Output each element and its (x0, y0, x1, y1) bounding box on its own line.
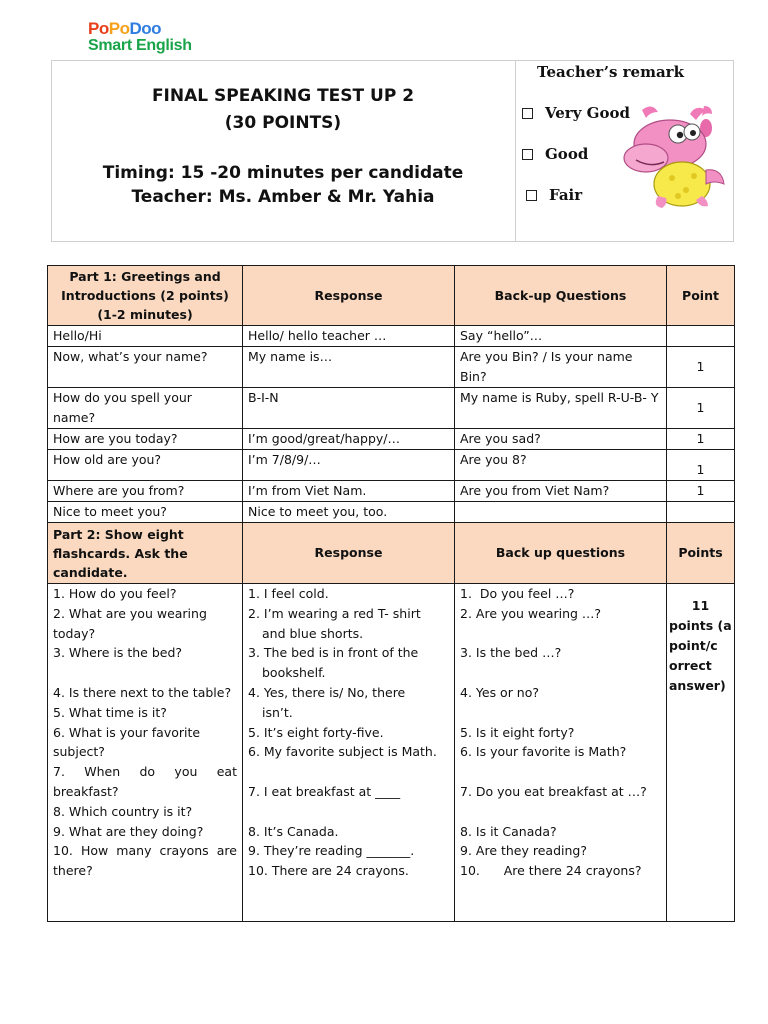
response-cell: I’m from Viet Nam. (243, 481, 455, 502)
checkbox-icon[interactable] (526, 190, 537, 201)
test-title: FINAL SPEAKING TEST UP 2 (151, 86, 415, 106)
list-item: 5. It’s eight forty-five. (248, 724, 384, 740)
points-note: orrect (669, 658, 712, 673)
logo-wordmark-top: PoPoDoo (88, 19, 162, 38)
question-cell: Nice to meet you? (48, 502, 243, 523)
points-value: 11 (691, 598, 710, 613)
remark-option-very-good[interactable]: Very Good (522, 103, 630, 123)
point-cell: 1 (667, 347, 735, 388)
list-item (460, 802, 661, 822)
table-row (48, 481, 735, 502)
list-item: 10. There are 24 crayons. (248, 863, 409, 879)
response-header: Response (243, 266, 455, 326)
backup-cell: My name is Ruby, spell R-U-B- Y (455, 388, 667, 429)
table-row (48, 347, 735, 388)
backup-cell: Are you 8? (455, 450, 667, 481)
list-item: 5. What time is it? (53, 704, 167, 720)
point-cell: 1 (667, 481, 735, 502)
response-cell: Nice to meet you, too. (243, 502, 455, 523)
list-item: 10. How many crayons are there? (53, 843, 241, 879)
list-item: 1. How do you feel? (53, 586, 177, 601)
question-cell: Where are you from? (48, 481, 243, 502)
list-item: 4. Is there next to the table? (53, 684, 232, 700)
list-item (460, 663, 661, 683)
part2-responses-cell (243, 584, 455, 922)
logo-wordmark-bottom: Smart English (88, 37, 192, 54)
list-item: 2. I’m wearing a red T- shirt (248, 605, 421, 621)
speaking-test-table (47, 265, 734, 922)
popodoo-logo (88, 20, 204, 58)
point-cell (667, 502, 735, 523)
question-cell: How old are you? (48, 450, 243, 481)
table-row (48, 429, 735, 450)
part2-points-cell (667, 584, 735, 922)
response-cell: B-I-N (243, 388, 455, 429)
backup-cell (455, 502, 667, 523)
backup-cell: Are you sad? (455, 429, 667, 450)
backup-cell: Say “hello”… (455, 326, 667, 347)
list-item: 7. When do you eat breakfast? (53, 764, 241, 799)
list-item (53, 663, 237, 683)
response-cell: I’m 7/8/9/… (243, 450, 455, 481)
list-item: and blue shorts. (262, 625, 364, 641)
point-cell: 1 (667, 388, 735, 429)
list-item: 2. Are you wearing …? (460, 605, 602, 621)
list-item: 7. I eat breakfast at ____ (248, 783, 401, 799)
table-row (48, 450, 735, 481)
part2-header: Part 2: Show eight flashcards. Ask the candidate. (48, 523, 243, 584)
list-item: 4. Yes or no? (460, 684, 540, 700)
list-item: 8. Which country is it? (53, 803, 193, 819)
list-item: isn’t. (262, 704, 293, 720)
list-item: 6. My favorite subject is Math. (248, 744, 437, 760)
point-cell (667, 326, 735, 347)
point-cell: 1 (667, 450, 735, 481)
checkbox-icon[interactable] (522, 149, 533, 160)
test-timing: Timing: 15 -20 minutes per candidate (102, 163, 464, 183)
backup-cell: Are you from Viet Nam? (455, 481, 667, 502)
test-points: (30 POINTS) (224, 113, 342, 133)
list-item: 10. Are there 24 crayons? (460, 863, 642, 879)
list-item: 2. What are you wearing today? (53, 605, 211, 641)
points-note: points (a (669, 618, 732, 633)
points-note: answer) (669, 678, 726, 693)
response-cell: Hello/ hello teacher … (243, 326, 455, 347)
header-divider (515, 60, 516, 242)
pink-cartoon-mascot-icon (620, 100, 728, 210)
table-row (48, 502, 735, 523)
list-item (248, 762, 449, 782)
backup-questions-header: Back up questions (455, 523, 667, 584)
part2-questions-cell (48, 584, 243, 922)
table-row (48, 584, 735, 922)
question-cell: Hello/Hi (48, 326, 243, 347)
question-cell: How are you today? (48, 429, 243, 450)
list-item: 3. The bed is in front of the (248, 645, 419, 661)
list-item: 8. It’s Canada. (248, 823, 339, 839)
list-item: 9. What are they doing? (53, 823, 204, 839)
teacher-remark-title: Teacher’s remark (537, 63, 684, 81)
list-item: 6. What is your favorite subject? (53, 724, 205, 760)
point-header: Point (667, 266, 735, 326)
list-item: bookshelf. (262, 665, 326, 681)
list-item: 3. Where is the bed? (53, 645, 183, 661)
checkbox-icon[interactable] (522, 108, 533, 119)
list-item: 4. Yes, there is/ No, there (248, 684, 406, 700)
table-row (48, 388, 735, 429)
backup-cell: Are you Bin? / Is your name Bin? (455, 347, 667, 388)
response-cell: My name is… (243, 347, 455, 388)
test-teachers: Teacher: Ms. Amber & Mr. Yahia (131, 187, 435, 207)
list-item: 1. I feel cold. (248, 586, 329, 601)
question-cell: Now, what’s your name? (48, 347, 243, 388)
list-item (460, 762, 661, 782)
remark-option-good[interactable]: Good (522, 144, 588, 164)
remark-option-fair[interactable]: Fair (526, 185, 582, 205)
points-header: Points (667, 523, 735, 584)
list-item: 9. Are they reading? (460, 843, 587, 859)
part1-header: Part 1: Greetings and Introductions (2 points) (1-2 minutes) (48, 266, 243, 326)
part2-backups-cell (455, 584, 667, 922)
list-item: 9. They’re reading _______. (248, 843, 415, 859)
list-item (460, 703, 661, 723)
list-item: 6. Is your favorite is Math? (460, 744, 627, 760)
backup-questions-header: Back-up Questions (455, 266, 667, 326)
table-row (48, 326, 735, 347)
points-note: point/c (669, 638, 718, 653)
list-item (460, 624, 661, 644)
response-header: Response (243, 523, 455, 584)
response-cell: I’m good/great/happy/… (243, 429, 455, 450)
list-item: 3. Is the bed …? (460, 645, 562, 661)
question-cell: How do you spell your name? (48, 388, 243, 429)
list-item: 7. Do you eat breakfast at …? (460, 783, 647, 799)
point-cell: 1 (667, 429, 735, 450)
list-item: 8. Is it Canada? (460, 823, 557, 839)
list-item: 5. Is it eight forty? (460, 724, 575, 740)
list-item (248, 802, 449, 822)
list-item: 1. Do you feel …? (460, 586, 575, 601)
